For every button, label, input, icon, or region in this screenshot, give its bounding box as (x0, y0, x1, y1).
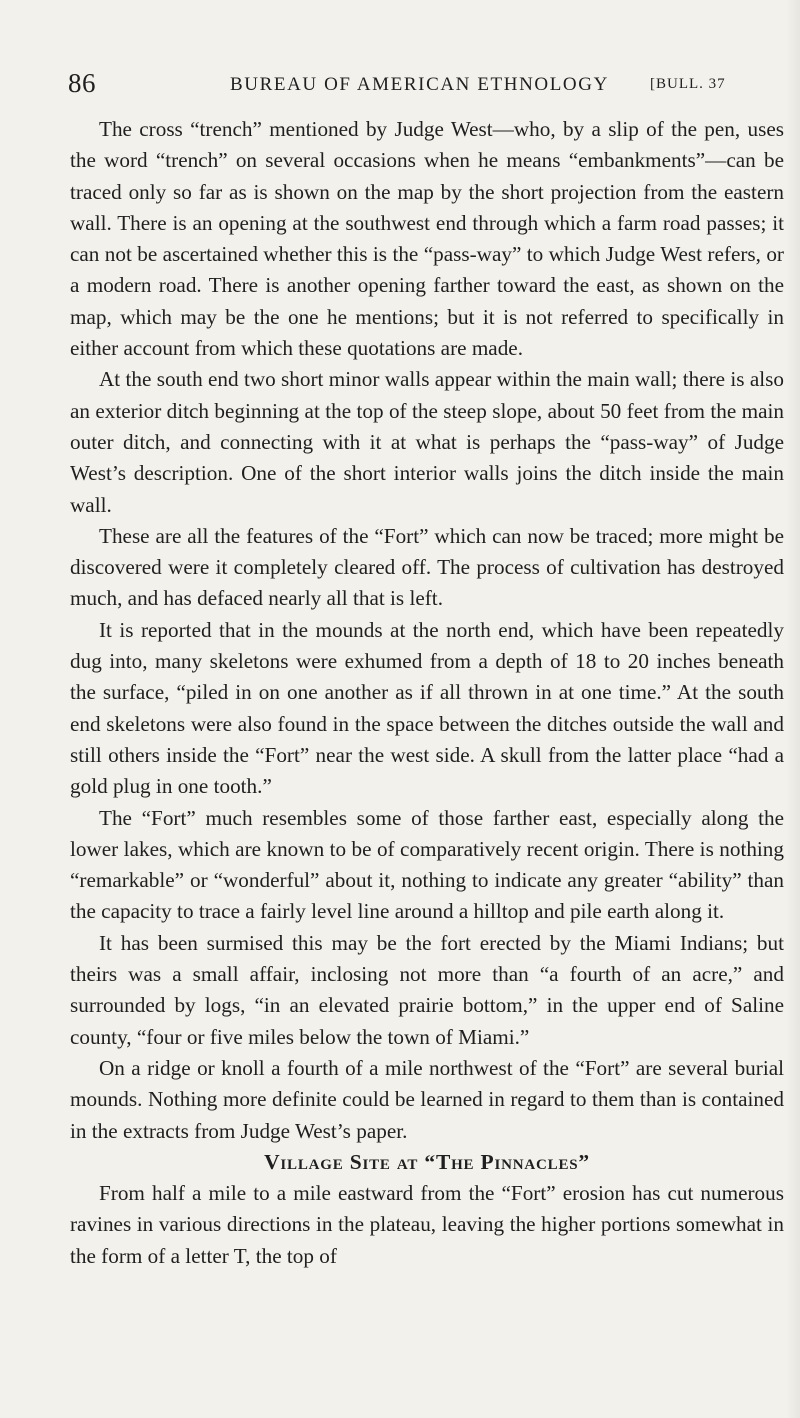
page-edge-shadow (786, 0, 800, 1418)
paragraph: The cross “trench” mentioned by Judge West—who, by a slip of the pen, uses the word “trench” on several occasions when he means “embankments”—can be traced only so far as is shown on the map by the short projection from the eastern wall. There is an opening at the southwest end through which a farm road passes; it can not be ascertained whether this is the “pass-way” to which Judge West refers, or a modern road. There is another opening farther toward the east, as shown on the map, which may be the one he mentions; but it is not referred to specifically in either account from which these quotations are made. (70, 117, 784, 361)
bulletin-reference: [BULL. 37 (650, 76, 726, 92)
paragraph: On a ridge or knoll a fourth of a mile northwest of the “Fort” are several burial mounds. Nothing more definite could be learned in regard to them than is contained in the extracts from Judge West’s paper. (70, 1055, 784, 1143)
body-text (70, 114, 784, 1272)
paragraph: These are all the features of the “Fort” which can now be traced; more might be discovered were it completely cleared off. The process of cultivation has destroyed much, and has defaced nearly all that is left. (70, 523, 784, 611)
paragraph: At the south end two short minor walls appear within the main wall; there is also an exterior ditch beginning at the top of the steep slope, about 50 feet from the main outer ditch, and connecting with it at what is perhaps the “pass-way” of Judge West’s description. One of the short interior walls joins the ditch inside the main wall. (70, 367, 784, 517)
page-header (68, 68, 798, 102)
paragraph: It has been surmised this may be the fort erected by the Miami Indians; but theirs was a small affair, inclosing not more than “a fourth of an acre,” and surrounded by logs, “in an elevated prairie bottom,” in the upper end of Saline county, “four or five miles below the town of Miami.” (70, 930, 784, 1049)
paragraph: It is reported that in the mounds at the north end, which have been repeatedly dug into, many skeletons were exhumed from a depth of 18 to 20 inches beneath the surface, “piled in on one another as if all thrown in at one time.” At the south end skeletons were also found in the space between the ditches outside the wall and still others inside the “Fort” near the west side. A skull from the latter place “had a gold plug in one tooth.” (70, 617, 784, 799)
paragraph: From half a mile to a mile eastward from the “Fort” erosion has cut numerous ravines in various directions in the plateau, leaving the higher portions somewhat in the form of a letter T, the top of (70, 1181, 784, 1268)
page-number: 86 (68, 68, 96, 98)
running-title: BUREAU OF AMERICAN ETHNOLOGY (230, 74, 609, 95)
section-heading: Village Site at “The Pinnacles” (264, 1149, 590, 1174)
paragraph: The “Fort” much resembles some of those farther east, especially along the lower lakes, which are known to be of comparatively recent origin. There is nothing “remarkable” or “wonderful” about it, nothing to indicate any greater “ability” than the capacity to trace a fairly level line around a hilltop and pile earth along it. (70, 805, 784, 924)
